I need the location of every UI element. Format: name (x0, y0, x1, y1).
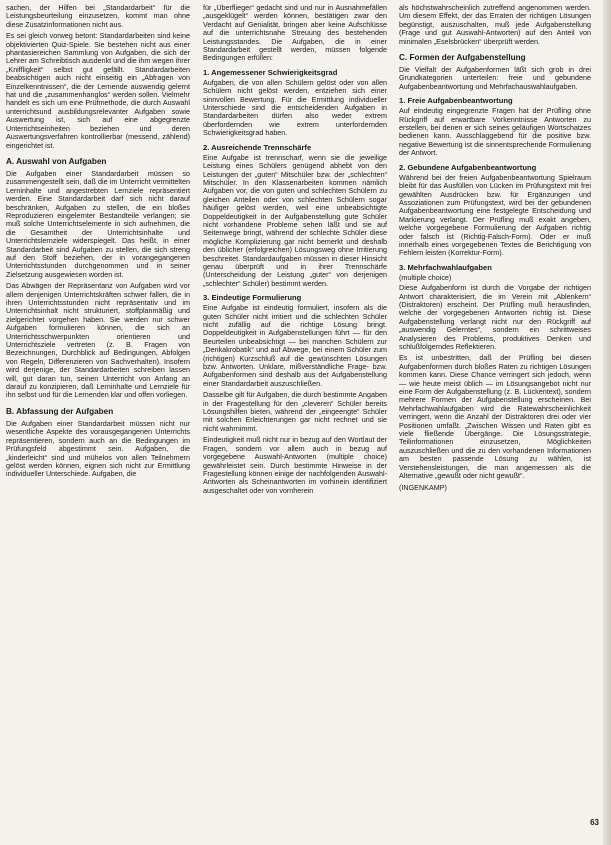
page-number: 63 (590, 818, 599, 827)
page-edge-shadow (603, 0, 611, 845)
paragraph: Eine Aufgabe ist eindeutig formuliert, insofern als die guten Schüler nicht irritiert und die schlechten Schüler nicht zufällig auf die richtige Lösung bringt. Doppeldeutigkeit in Aufgabenstellungen führt — für den Beurteilen unbeabsichtigt — bei manchen Schülern zur „Denkakrobatik“ und auf Abwege, bei einem Schüler zum (richtigen) Kurzschluß auf die gewünschten Lösungen bzw. Antworten. Unklare, mißverständliche Frage- bzw. Aufgabenformen sind deshalb aus der Aufgabenstellung einer Standardarbeit auszuschließen. (203, 303, 387, 388)
text-column-middle (203, 4, 387, 840)
subsection-heading-3: 3. Mehrfachwahlaufgaben (399, 262, 492, 272)
subsection-heading-2: 2. Gebundene Aufgabenbeantwortung (399, 162, 537, 172)
text-column-right (399, 4, 591, 804)
paragraph: als höchstwahrscheinlich zutreffend angenommen werden. Um diesem Effekt, der das Erraten der richtigen Lösungen begünstigt, auszuschalten, muß jede Aufgabenstellung (Frage und gut Auswahl-Antworten) auf den Anteil von minimalen „Eselsbrücken“ überprüft werden. (399, 4, 591, 46)
paragraph: Die Aufgaben einer Standardarbeit müssen so zusammengestellt sein, daß die im Unterricht vermittelten Lerninhalte und angestrebten Lernziele repräsentiert werden. Eine Standardarbeit darf sich nicht darauf beschränken, Aufgaben zu stellen, die ein bloßes Reproduzieren eingelernter Bestandteile verlangen; sie muß solche Unterrichtselemente in sich aufnehmen, die die Gesamtheit der Unterrichtsinhalte und Unterrichtslernziele widerspiegelt. Das heißt, in einer Standardarbeit sind Aufgaben zu stellen, die sich streng auf den Stoff beziehen, der in vorangegangenen Unterrichtsstunden durchgenommen und in seiner Zielsetzung ausgewiesen worden ist. (6, 168, 190, 279)
paragraph: für „Überflieger“ gedacht sind und nur in Ausnahmefällen „ausgeklügelt“ werden können, bestätigen zwar den Verdacht auf Genialität, bringen aber keine Aufschlüsse auf die unterrichtsnahe Streuung des bestehenden Leistungsstandes. Die Aufgaben, die in einer Standardarbeit gestellt werden, müssen folgende Bedingungen erfüllen: (203, 4, 387, 63)
section-heading-a: A. Auswahl von Aufgaben (6, 156, 107, 166)
citation: (INGENKAMP) (399, 482, 447, 492)
paragraph: Auf eindeutig eingegrenzte Fragen hat der Prüfling ohne Rückgriff auf erwartbare Vorkenntnisse Antworten zu erstellen, bei denen er sich seines geläufigen Wortschatzes bedienen kann. Ausschlaggebend für die positive bzw. negative Bewertung ist die sinnentsprechende Formulierung der Antwort. (399, 106, 591, 158)
section-heading-b: B. Abfassung der Aufgaben (6, 406, 114, 416)
paragraph: Während bei der freien Aufgabenbeantwortung Spielraum bleibt für das Ausfüllen von Lücken im Prüfungstext mit frei gewählten Ausdrücken bzw. für Ergänzungen und Assoziationen zum Prüfungstext, wird bei der gebundenen Aufgabenbeantwortung eine festgelegte Entscheidung und Markierung verlangt. Der Prüfling muß exakt angeben, welche vorgegebene Formulierung der Aufgaben richtig oder falsch ist (Richtig-Falsch-Form). Oder er muß innerhalb eines vorgegebenen Textes die Berichtigung von Fehlern leisten (Korrektur-Form). (399, 172, 591, 258)
paragraph: Eine Aufgabe ist trennscharf, wenn sie die jeweilige Leistung eines Schülers genügend abhebt von den Leistungen der „guten“ Mitschüler bzw. der „schlechten“ Mitschüler. In den Klassenarbeiten kommen nämlich Aufgaben vor, die von guten und schlechten Schülern zu gleichen Anteilen oder von schlechten Schülern sogar häufiger gelöst werden, weil eine unbeabsichtigte Doppeldeutigkeit in der Aufgabenstellung gute Schüler nicht vorhandene Probleme sehen läßt und sie auf Seitenwege bringt, während der schlechte Schüler diese mögliche Komplizierung gar nicht bemerkt und deshalb den üblicher (erfolgreichen) Lösungsweg ohne Irritierung beschreitet. Standardaufgaben müssen in dieser Hinsicht genau überprüft und in ihrer Trennschärfe (Unterscheidung der Leistung „guter“ von derjenigen „schlechter“ Schüler) bestimmt werden. (203, 152, 387, 288)
paragraph: Es sei gleich vorweg betont: Standardarbeiten sind keine objektivierten Quiz-Spiele. Sie bestehen nicht aus einer phantasiereichen Sammlung von Aufgaben, die sich der Lehrer am Schreibtisch ausdenkt und die ihm wegen ihrer „Kniffligkeit“ selbst gut gefällt. Standardarbeiten beabsichtigen auch nicht einseitig ein „Abfragen von Einzelkenntnissen“, die der Lernende auswendig gelernt hat und die „zusammenhanglos“ werden sollen. Vielmehr handelt es sich um eine Prüfmethode, die durch Auswahl unterrichtsund ausbildungsrelevanter Aufgaben sowie Auswertung ist, sich auf eine abgegrenzte Unterrichtseinheiten beziehen und deren Auswertungsverfahren kontrollierbar (messend, zählend) eingerichtet ist. (6, 31, 190, 150)
paragraph: Dasselbe gilt für Aufgaben, die durch bestimmte Angaben in der Fragestellung für den „cleveren“ Schüler bereits Lösungshilfen bieten, während der „eingeengte“ Schüler mit solchen Erleichterungen gar nicht rechnet und sie nicht wahrnimmt. (203, 390, 387, 433)
paragraph: sachen, der Hilfen bei „Standardarbeit“ für die Leistungsbeurteilung einzusetzen, kommt man ohne diese Zusatzinformationen nicht aus. (6, 4, 190, 29)
paragraph: Es ist unbestritten, daß der Prüfling bei diesen Aufgabenformen durch bloßes Raten zu richtigen Lösungen kommen kann. Diese Chance verringert sich jedoch, wenn — wie heute meist üblich — im Lösungsangebot nicht nur eine Form der Aufgabenstellung (z. B. Lückentext), sondern mehrere Formen der Aufgabenstellung erscheinen. Bei Mehrfachwahlaufgaben wird die Ratewahrscheinlichkeit verringert, wenn die Anzahl der Distraktoren drei oder vier Positionen umfaßt. „Zwischen Wissen und Raten gibt es viele fließende Übergänge. Die Lösungsstrategie, Teilinformationen einzusetzen, Möglichkeiten auszuschließen und die zu den vorhandenen Informationen am besten passende Lösung zu wählen, ist Verstehensleistungen, die man angemessen als die Alternative „gewußt oder nicht gewußt“. (399, 353, 591, 481)
paragraph: Die Aufgaben einer Standardarbeit müssen nicht nur wesentliche Aspekte des vorausgegangenen Unterrichts repräsentieren, sondern auch an die Bedingungen im Prüfungsfeld abgestimmt sein. Aufgaben, die „kinderleicht“ sind und mühelos von allen Teilnehmern gelöst werden können, eignen sich nicht zur Ermittlung individueller Unterschiede. Aufgaben, die (6, 418, 190, 479)
text-column-left (6, 4, 190, 840)
paragraph: Diese Aufgabenform ist durch die Vorgabe der richtigen Antwort charakterisiert, die im Verein mit „Ablenkern“ (Distraktoren) erscheint. Der Prüfling muß herausfinden, welche der vorgegebenen Antworten richtig ist. Diese Aufgabenstellung verlangt nicht nur den Rückgriff auf „auswendig Gelerntes“, sondern ein schrittweises Analysieren des Problems, produktives Denken und schlußfolgerndes Reflektieren. (399, 283, 591, 351)
paragraph: Eindeutigkeit muß nicht nur in bezug auf den Wortlaut der Fragen, sondern vor allem auch in bezug auf vorgegebene Auswahl-Antworten (multiple choice) gewährleistet sein. Durch bestimmte Hinweise in der Fragestellung können einige der nachfolgenden Auswahl-Antworten als Scheinantworten im vorhinein identifiziert ausgeschaltet oder von vornherein (203, 435, 387, 495)
subsection-heading-2: 2. Ausreichende Trennschärfe (203, 142, 312, 152)
paragraph: Die Vielfalt der Aufgabenformen läßt sich grob in drei Grundkategorien unterteilen: freie und gebundene Aufgabenbeantwortung und Mehrfachauswahlaufgaben. (399, 65, 591, 91)
subsection-heading-3: 3. Eindeutige Formulierung (203, 293, 302, 303)
subsection-heading-1: 1. Freie Aufgabenbeantwortung (399, 96, 513, 106)
subsection-subtitle: (multiple choice) (399, 272, 452, 282)
subsection-heading-1: 1. Angemessener Schwierigkeitsgrad (203, 67, 338, 77)
section-heading-c: C. Formen der Aufgabenstellung (399, 53, 526, 63)
paragraph: Aufgaben, die von allen Schülern gelöst oder von allen Schülern nicht gelöst werden, entziehen sich einer sinnvollen Bewertung. Für die Ermittlung individueller Unterschiede sind die entscheidenden Aufgaben in Standardarbeiten dürfen also weder extrem überfordernden wie extrem unterfordernden Schwierigkeitsgrad haben. (203, 77, 387, 138)
paragraph: Das Abwägen der Repräsentanz von Aufgaben wird vor allem denjenigen Unterrichtskräften schwer fallen, die in ihren Unterrichtsstunden nicht repräsentativ und im Unterrichtsinhalt nicht strukturiert, stoffplanmäßig und zielgerichtet vorgehen haben. Sie werden nur schwer Aufgaben formulieren können, die sich an Unterrichtsschwerpunkten orientieren und Unterrichtsziele vertreten (z. B. Fragen von Bezeichnungen, Durchblick auf Bedingungen, Abfolgen von Regeln, Differenzieren von Sachverhalten). Insofern wird derjenige, der Standardarbeiten schreiben lassen will, gut daran tun, seinen Unterricht von Anfang an darauf zu konzipieren, daß Lerninhalte und Lernziele für ihn selbst und für die Lernenden klar und offen vorliegen. (6, 281, 190, 400)
